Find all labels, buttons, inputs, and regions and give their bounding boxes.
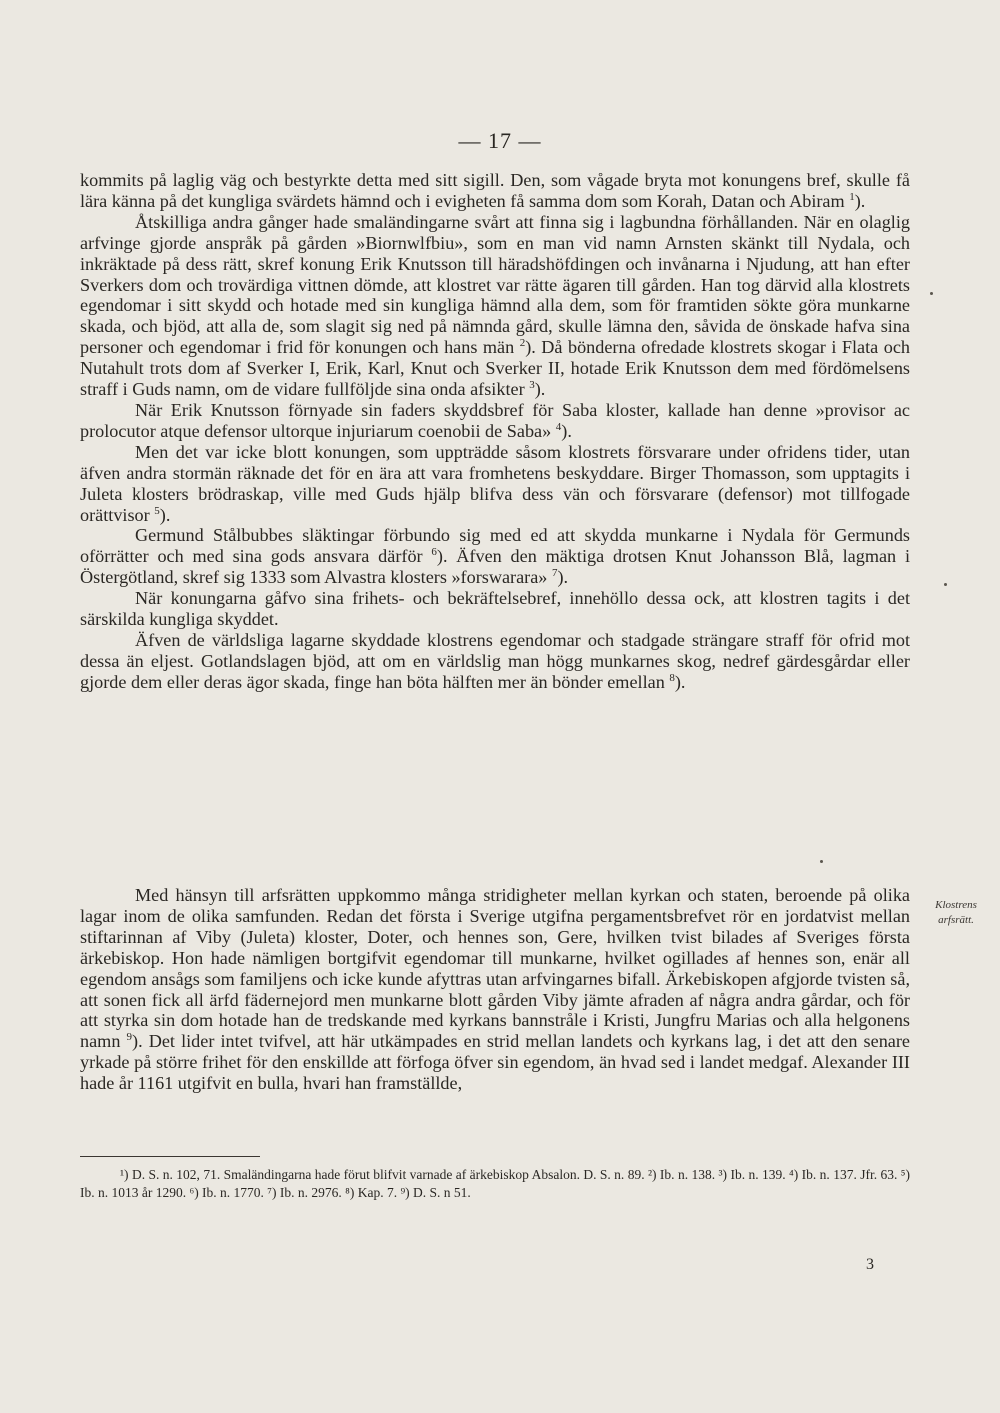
paragraph bbox=[80, 400, 910, 442]
footnote-divider bbox=[80, 1156, 260, 1157]
paragraph-text: ). bbox=[561, 420, 572, 441]
paragraph-text: ). bbox=[534, 379, 546, 400]
section-text-block bbox=[80, 885, 910, 1094]
paragraph bbox=[80, 170, 910, 212]
footnote-ref: 1 bbox=[849, 190, 855, 203]
paragraph-text: Germund Stålbubbes släktingar förbundo sig med ed att skydda munkarne i Nydala för Germunds oförrätter och med sina gods ansvara därför bbox=[80, 525, 910, 567]
footnote-ref: 6 bbox=[431, 546, 437, 559]
sheet-signature-number: 3 bbox=[866, 1256, 874, 1273]
footnote-ref: 9 bbox=[126, 1031, 133, 1044]
paragraph-text: ). Äfven den mäktiga drotsen Knut Johansson Blå, lagman i Östergötland, skref sig 1333 som Alvastra klosters »forswarara» bbox=[80, 546, 910, 588]
paragraph-text: ). bbox=[557, 567, 569, 588]
paragraph-text: kommits på laglig väg och bestyrkte detta med sitt sigill. Den, som vågade bryta mot konungens bref, skulle få lära känna på det kungliga svärdets hämnd och i evigheten få samma dom som Korah, Datan och Abiram bbox=[80, 170, 910, 211]
paragraph-text: ). bbox=[854, 190, 866, 211]
paragraph-text: ). bbox=[674, 671, 686, 692]
paper-speck bbox=[944, 583, 947, 586]
paragraph-text: ). Då bönderna ofredade klostrets skogar i Flata och Nutahult trots dom af Sverker I, Erik, Karl, Knut och Sverker II, hotade Erik Knutsson dem med fördömelsens straff i Guds namn, om de vidare fullföljde sina onda afsikter bbox=[80, 337, 910, 400]
paper-speck bbox=[820, 860, 823, 863]
main-text-block bbox=[80, 170, 910, 693]
paragraph-text: Med hänsyn till arfsrätten uppkommo många stridigheter mellan kyrkan och staten, beroende på olika lagar inom de olika samfunden. Redan det första i Sverige utgifna pergamentsbrefvet rör en jordatvist mellan stiftarinnan af Viby (Juleta) kloster, Doter, och hennes son, Gere, hvilken tvist bilades af Sveriges första ärkebiskop. Hon hade nämligen bortgifvit egendomar till munkarne, hvilket ogillades af hennes son, enär all egendom ansågs som familjens och icke kunde afyttras utan arfvingarnes bifall. Ärkebiskopen afgjorde tvisten så, att sonen fick all ärfd fädernejord men munkarne blott gården Viby jämte afraden af några andra gårdar, och för att styrka sin dom hotade han de tredskande med kyrkans bannstråle i Kristi, Jungfru Marias och alla helgonens namn bbox=[80, 885, 910, 1052]
margin-note bbox=[922, 898, 990, 928]
paper-speck bbox=[930, 292, 933, 295]
footnote-ref: 5 bbox=[154, 504, 160, 517]
paragraph-text: Men det var icke blott konungen, som uppträdde såsom klostrets försvarare under ofridens tider, utan äfven andra stormän räknade det för en ära att vara fromhetens beskyddare. Birger Thomasson, som upptagits i Juleta klosters brödraskap, ville med Guds hjälp blifva dess vän och försvarare (defensor) mot tillfogade orättvisor bbox=[80, 441, 910, 525]
margin-note-line: arfsrätt. bbox=[938, 914, 974, 926]
paragraph bbox=[80, 588, 910, 630]
footnote-ref: 2 bbox=[519, 337, 526, 350]
paragraph bbox=[80, 630, 910, 693]
footnotes: ¹) D. S. n. 102, 71. Smaländingarna hade förut blifvit varnade af ärkebiskop Absalon. D. S. n. 89. ²) Ib. n. 138. ³) Ib. n. 139. ⁴) Ib. n. 137. Jfr. 63. ⁵) Ib. n. 1013 år 1290. ⁶) Ib. n. 1770. ⁷) Ib. n. 2976. ⁸) Kap. 7. ⁹) D. S. n 51. bbox=[80, 1167, 910, 1200]
paragraph-text: När Erik Knutsson förnyade sin faders skyddsbref för Saba kloster, kallade han denne »provisor ac prolocutor atque defensor ultorque injuriarum coenobii de Saba» bbox=[80, 399, 910, 441]
paragraph-text: ). Det lider intet tvifvel, att här utkämpades en strid mellan landets och kyrkans lag, i det att den senare yrkade på större frihet för den enskillde att förfoga öfver sin egendom, än hvad sed i landet medgaf. Alexander III hade år 1161 utgifvit en bulla, hvari han framställde, bbox=[80, 1031, 910, 1094]
footnote-ref: 8 bbox=[669, 671, 675, 684]
paragraph-text: Äfven de världsliga lagarne skyddade klostrens egendomar och stadgade strängare straff för ofrid mot dessa än eljest. Gotlandslagen bjöd, att om en världslig man högg munkarnes skog, nedref gärdesgårdar eller gjorde dem eller deras ägor skada, finge han böta hälften mer än bönder emellan bbox=[80, 629, 910, 692]
paragraph-text: När konungarna gåfvo sina frihets- och bekräftelsebref, innehöllo dessa ock, att klostren tagits i det särskilda kungliga skyddet. bbox=[80, 588, 910, 630]
footnote-ref: 3 bbox=[529, 379, 535, 391]
margin-note-line: Klostrens bbox=[935, 899, 977, 911]
footnote-ref: 7 bbox=[551, 567, 558, 580]
page-number: — 17 — bbox=[458, 128, 542, 153]
footnote-ref: 4 bbox=[555, 420, 562, 433]
paragraph-text: Åtskilliga andra gånger hade smaländingarne svårt att finna sig i lagbundna förhållanden. När en olaglig arfvinge gjorde anspråk på gården »Biornwlfbiu», som en man vid namn Arnsten skänkt till Nydala, och inkräktade på dess rätt, skref konung Erik Knutsson till häradshöfdingen och invånarna i Njudung, att han efter Sverkers dom och trovärdiga vittnen dömde, att klostret var rätte ägaren till gården. Han tog därvid alla klostrets egendomar i sitt skydd och hotade med sin kungliga hämnd alla dem, som för framtiden sökte göra munkarne skada, och bjöd, att alla de, som slagit sig ned på nämnda gård, skulle lämna den, såvida de önskade hafva sina personer och egendomar i frid för konungen och hans män bbox=[80, 211, 910, 358]
paragraph-text: ). bbox=[159, 504, 171, 525]
paragraph bbox=[80, 525, 910, 588]
paragraph bbox=[80, 885, 910, 1094]
paragraph bbox=[80, 212, 910, 400]
paragraph bbox=[80, 442, 910, 526]
